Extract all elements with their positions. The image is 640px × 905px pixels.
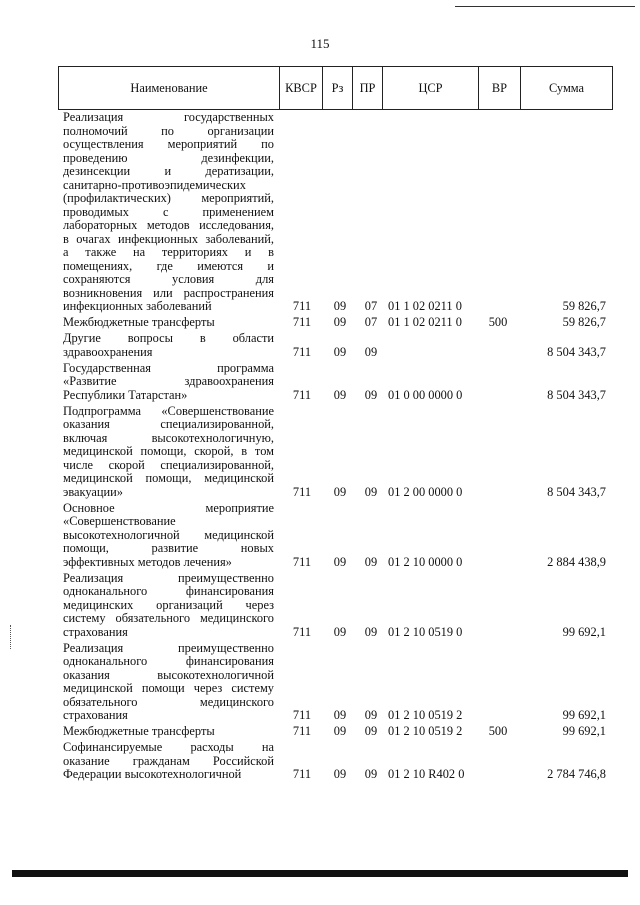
row-vr: 500: [488, 724, 508, 738]
table-header: [58, 66, 613, 110]
row-pr: 09: [364, 554, 378, 569]
header-rz: Рз: [323, 67, 353, 109]
row-name-line: Основное мероприятие: [63, 500, 274, 515]
row-name-line: (профилактических) мероприятий,: [63, 191, 274, 205]
row-pr: 09: [364, 344, 378, 359]
row-name-line: оказания специализированной,: [63, 417, 274, 431]
row-pr: 09: [364, 724, 378, 738]
row-pr: 09: [364, 387, 378, 402]
row-kvsr: 711: [292, 315, 312, 329]
row-pr: 07: [364, 299, 378, 313]
row-name-line: в очагах инфекционных заболеваний,: [63, 231, 274, 246]
row-name-line: осуществления мероприятий по: [63, 137, 274, 151]
row-sum: 8 504 343,7: [547, 387, 606, 402]
row-rz: 09: [333, 315, 347, 329]
row-name-line: проведению дезинфекции,: [63, 150, 274, 165]
row-name-line: сохраняются условия для: [63, 272, 274, 286]
row-name-line: здравоохранения: [63, 344, 153, 359]
row-sum: 99 692,1: [562, 624, 606, 639]
row-name-line: эффективных методов лечения»: [63, 554, 232, 569]
row-rz: 09: [333, 708, 347, 722]
row-rz: 09: [333, 484, 347, 499]
row-csr: 01 2 10 R402 0: [388, 767, 465, 781]
header-csr: ЦСР: [383, 67, 479, 109]
row-pr: 07: [364, 315, 378, 329]
row-name-line: оказание гражданам Российской: [63, 753, 274, 768]
row-pr: 09: [364, 767, 378, 781]
header-sum: Сумма: [548, 81, 585, 95]
row-csr: 01 1 02 0211 0: [388, 315, 462, 329]
row-kvsr: 711: [292, 708, 312, 722]
row-name-line: страхования: [63, 708, 128, 722]
row-name: [63, 572, 274, 640]
row-name-line: числе скорой специализированной,: [63, 457, 274, 472]
row-name: [63, 405, 274, 500]
row-kvsr: 711: [292, 724, 312, 738]
table-row: [0, 502, 640, 570]
table-row: [0, 741, 640, 782]
bottom-bar: [12, 870, 628, 877]
row-name-line: Подпрограмма «Совершенствование: [63, 403, 274, 418]
row-name-line: полномочий по организации: [63, 123, 274, 138]
row-name-line: Реализация государственных: [63, 110, 274, 124]
row-name: [63, 642, 274, 723]
row-rz: 09: [333, 344, 347, 359]
row-kvsr: 711: [292, 624, 312, 639]
row-name: [63, 332, 274, 359]
row-name-line: «Совершенствование: [63, 514, 176, 528]
row-sum: 59 826,7: [562, 315, 606, 329]
row-name-line: санитарно-противоэпидемических: [63, 177, 246, 192]
row-sum: 2 784 746,8: [547, 767, 606, 781]
row-name-line: помощи, развитие новых: [63, 541, 274, 555]
row-name-line: лабораторных методов исследования,: [63, 218, 274, 232]
row-name-line: Республики Татарстан»: [63, 387, 188, 402]
header-vr: ВР: [479, 67, 521, 109]
row-name: [63, 502, 274, 570]
row-rz: 09: [333, 767, 347, 781]
row-kvsr: 711: [292, 387, 312, 402]
row-name-line: оказания высокотехнологичной: [63, 667, 274, 682]
row-name-line: Реализация преимущественно: [63, 570, 274, 585]
margin-mark: [10, 625, 12, 649]
row-rz: 09: [333, 554, 347, 569]
table-row: [0, 316, 640, 330]
row-csr: 01 2 00 0000 0: [388, 484, 463, 499]
row-csr: 01 2 10 0519 2: [388, 708, 463, 722]
table-row: [0, 642, 640, 723]
row-sum: 8 504 343,7: [547, 484, 606, 499]
page-number: 115: [310, 36, 330, 51]
row-csr: 01 0 00 0000 0: [388, 387, 463, 402]
table-row: [0, 362, 640, 403]
table-row: [0, 725, 640, 739]
top-rule: [455, 6, 635, 7]
header-pr: ПР: [353, 67, 383, 109]
row-sum: 99 692,1: [562, 708, 606, 722]
row-name-line: медицинской помощи, медицинской: [63, 471, 274, 485]
row-pr: 09: [364, 624, 378, 639]
row-sum: 2 884 438,9: [547, 554, 606, 569]
row-csr: 01 2 10 0519 2: [388, 724, 463, 738]
row-name-line: эвакуации»: [63, 484, 123, 499]
row-rz: 09: [333, 299, 347, 313]
row-csr: 01 1 02 0211 0: [388, 299, 462, 313]
row-name-line: Другие вопросы в области: [63, 331, 274, 345]
table-row: [0, 405, 640, 500]
row-name-line: систему обязательного медицинского: [63, 611, 274, 625]
row-rz: 09: [333, 724, 347, 738]
row-name-line: Реализация преимущественно: [63, 640, 274, 655]
row-csr: 01 2 10 0519 0: [388, 624, 463, 639]
row-name-line: одноканального финансирования: [63, 654, 274, 668]
row-rz: 09: [333, 624, 347, 639]
table-row: [0, 572, 640, 640]
row-kvsr: 711: [292, 344, 312, 359]
row-name-line: Межбюджетные трансферты: [63, 315, 215, 329]
row-name-line: возникновения или распространения: [63, 285, 274, 300]
row-name-line: Софинансируемые расходы на: [63, 740, 274, 754]
row-sum: 99 692,1: [562, 724, 606, 738]
row-sum: 59 826,7: [562, 299, 606, 313]
row-name-line: проводимых с применением: [63, 204, 274, 219]
row-kvsr: 711: [292, 767, 312, 781]
row-name-line: Федерации высокотехнологичной: [63, 767, 242, 781]
row-name-line: медицинских организаций через: [63, 597, 274, 612]
row-name-line: включая высокотехнологичную,: [63, 430, 274, 445]
row-sum: 8 504 343,7: [547, 344, 606, 359]
row-pr: 09: [364, 708, 378, 722]
row-name-line: помещениях, где имеются и: [63, 258, 274, 273]
row-name-line: страхования: [63, 624, 128, 639]
row-name-line: медицинской помощи через систему: [63, 681, 274, 695]
row-rz: 09: [333, 387, 347, 402]
row-name-line: одноканального финансирования: [63, 584, 274, 598]
row-name-line: высокотехнологичной медицинской: [63, 527, 274, 542]
row-name: [63, 362, 274, 403]
row-csr: 01 2 10 0000 0: [388, 554, 463, 569]
table-row: [0, 111, 640, 314]
row-name-line: обязательного медицинского: [63, 694, 274, 709]
row-name-line: дезинсекции и дератизации,: [63, 164, 274, 178]
table-row: [0, 332, 640, 359]
row-name-line: «Развитие здравоохранения: [63, 374, 274, 388]
row-name: [63, 111, 274, 314]
row-vr: 500: [488, 315, 508, 329]
row-name-line: инфекционных заболеваний: [63, 299, 212, 313]
row-name-line: Государственная программа: [63, 360, 274, 375]
header-name: Наименование: [59, 67, 280, 109]
row-kvsr: 711: [292, 554, 312, 569]
row-name: [63, 741, 274, 782]
row-name-line: Межбюджетные трансферты: [63, 724, 215, 738]
row-pr: 09: [364, 484, 378, 499]
row-kvsr: 711: [292, 484, 312, 499]
row-name: [63, 316, 274, 330]
row-name-line: медицинской помощи, скорой, в том: [63, 444, 274, 458]
row-kvsr: 711: [292, 299, 312, 313]
header-kvsr: КВСР: [280, 67, 323, 109]
row-name-line: а также на территориях и в: [63, 245, 274, 259]
row-name: [63, 725, 274, 739]
